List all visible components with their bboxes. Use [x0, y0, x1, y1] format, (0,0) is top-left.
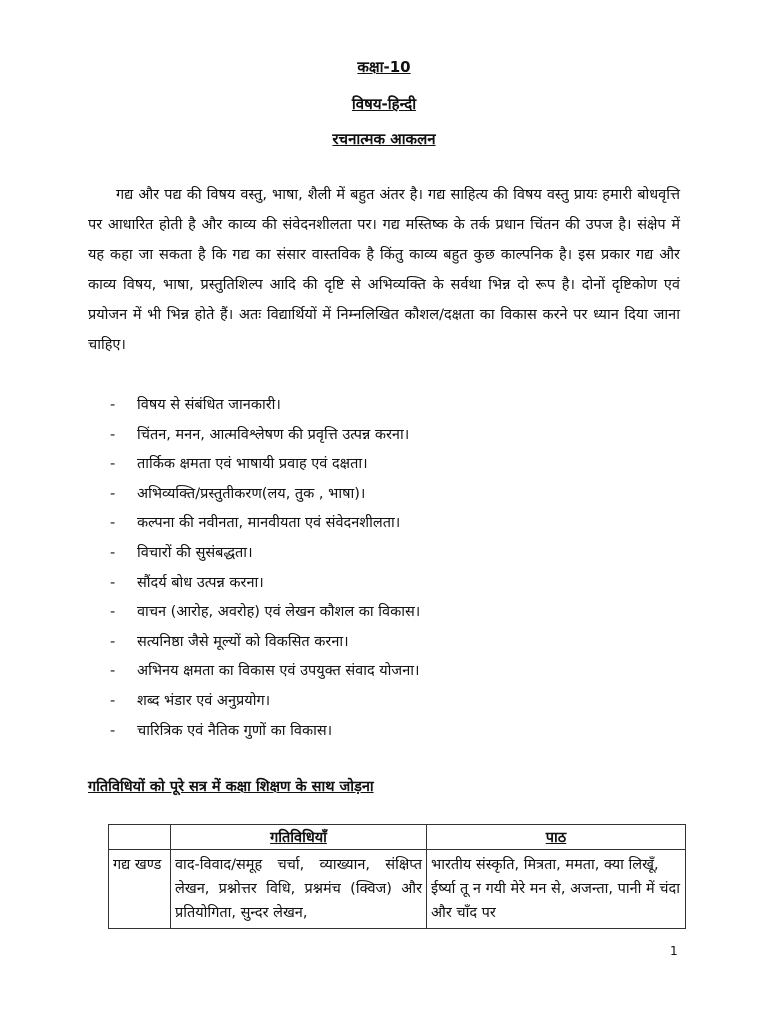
skill-text: अभिव्यक्ति/प्रस्तुतीकरण(लय, तुक , भाषा)।	[137, 485, 366, 502]
skill-text: वाचन (आरोह, अवरोह) एवं लेखन कौशल का विकास।	[137, 604, 421, 621]
bullet-dash: -	[110, 574, 116, 591]
header-activities: गतिविधियाँ	[171, 825, 427, 850]
list-item	[110, 509, 420, 539]
bullet-dash: -	[110, 544, 116, 561]
intro-paragraph: गद्य और पद्य की विषय वस्तु, भाषा, शैली में बहुत अंतर है। गद्य साहित्य की विषय वस्तु प्रायः हमारी बोधवृत्ति पर आधारित होती है और काव्य की संवेदनशीलता पर। गद्य मस्तिष्क के तर्क प्रधान चिंतन की उपज है। संक्षेप में यह कहा जा सकता है कि गद्य का संसार वास्तविक है किंतु काव्य बहुत कुछ काल्पनिक है। इस प्रकार गद्य और काव्य विषय, भाषा, प्रस्तुतिशिल्प आदि की दृष्टि से अभिव्यक्ति के सर्वथा भिन्न दो रूप है। दोनों दृष्टिकोण एवं प्रयोजन में भी भिन्न होते हैं। अतः विद्यार्थियों में निम्नलिखित कौशल/दक्षता का विकास करने पर ध्यान दिया जाना चाहिए।	[88, 187, 680, 353]
list-item	[110, 421, 420, 451]
cell-section: गद्य खण्ड	[109, 850, 171, 929]
skill-text: अभिनय क्षमता का विकास एवं उपयुक्त संवाद योजना।	[137, 663, 420, 680]
bullet-dash: -	[110, 397, 116, 413]
skill-text: सौंदर्य बोध उत्पन्न करना।	[137, 574, 264, 591]
class-title: कक्षा-10	[357, 58, 411, 76]
bullet-dash: -	[110, 604, 116, 621]
bullet-dash: -	[110, 692, 116, 709]
skill-text: तार्किक क्षमता एवं भाषायी प्रवाह एवं दक्षता।	[137, 456, 368, 473]
table-row	[109, 850, 686, 929]
table-header-row	[109, 825, 686, 850]
skill-text: शब्द भंडार एवं अनुप्रयोग।	[137, 692, 271, 709]
bullet-dash: -	[110, 426, 116, 443]
bullet-dash: -	[110, 456, 116, 473]
header-lessons: पाठ	[427, 825, 686, 850]
list-item	[110, 628, 420, 658]
activities-heading: गतिविधियों को पूरे सत्र में कक्षा शिक्षण के साथ जोड़ना	[88, 779, 374, 795]
skills-list	[110, 391, 420, 746]
activities-table	[108, 824, 686, 929]
page-number: 1	[670, 944, 678, 958]
list-item	[110, 569, 420, 599]
bullet-dash: -	[110, 485, 116, 502]
bullet-dash: -	[110, 722, 116, 739]
skill-text: चिंतन, मनन, आत्मविश्लेषण की प्रवृत्ति उत्पन्न करना।	[137, 426, 410, 443]
header-blank	[109, 825, 171, 850]
skill-text: सत्यनिष्ठा जैसे मूल्यों को विकसित करना।	[137, 633, 349, 650]
skill-text: कल्पना की नवीनता, मानवीयता एवं संवेदनशीलता।	[137, 515, 401, 532]
cell-lessons: भारतीय संस्कृति, मित्रता, ममता, क्या लिखूँ, ईर्ष्या तू न गयी मेरे मन से, अजन्ता, पानी में चंदा और चाँद पर	[427, 850, 686, 929]
bullet-dash: -	[110, 633, 116, 650]
bullet-dash: -	[110, 515, 116, 532]
bullet-dash: -	[110, 663, 116, 680]
skill-text: विषय से संबंधित जानकारी।	[137, 397, 281, 413]
skill-text: चारित्रिक एवं नैतिक गुणों का विकास।	[137, 722, 333, 739]
list-item	[110, 598, 420, 628]
list-item	[110, 539, 420, 569]
list-item	[110, 717, 420, 747]
list-item	[110, 480, 420, 510]
skill-text: विचारों की सुसंबद्धता।	[137, 544, 253, 561]
cell-activities: वाद-विवाद/समूह चर्चा, व्याख्यान, संक्षिप्त लेखन, प्रश्नोत्तर विधि, प्रश्नमंच (क्विज) और प्रतियोगिता, सुन्दर लेखन,	[171, 850, 427, 929]
list-item	[110, 391, 420, 421]
section-title: रचनात्मक आकलन	[332, 130, 436, 148]
subject-title: विषय-हिन्दी	[351, 95, 417, 113]
list-item	[110, 450, 420, 480]
list-item	[110, 657, 420, 687]
list-item	[110, 687, 420, 717]
